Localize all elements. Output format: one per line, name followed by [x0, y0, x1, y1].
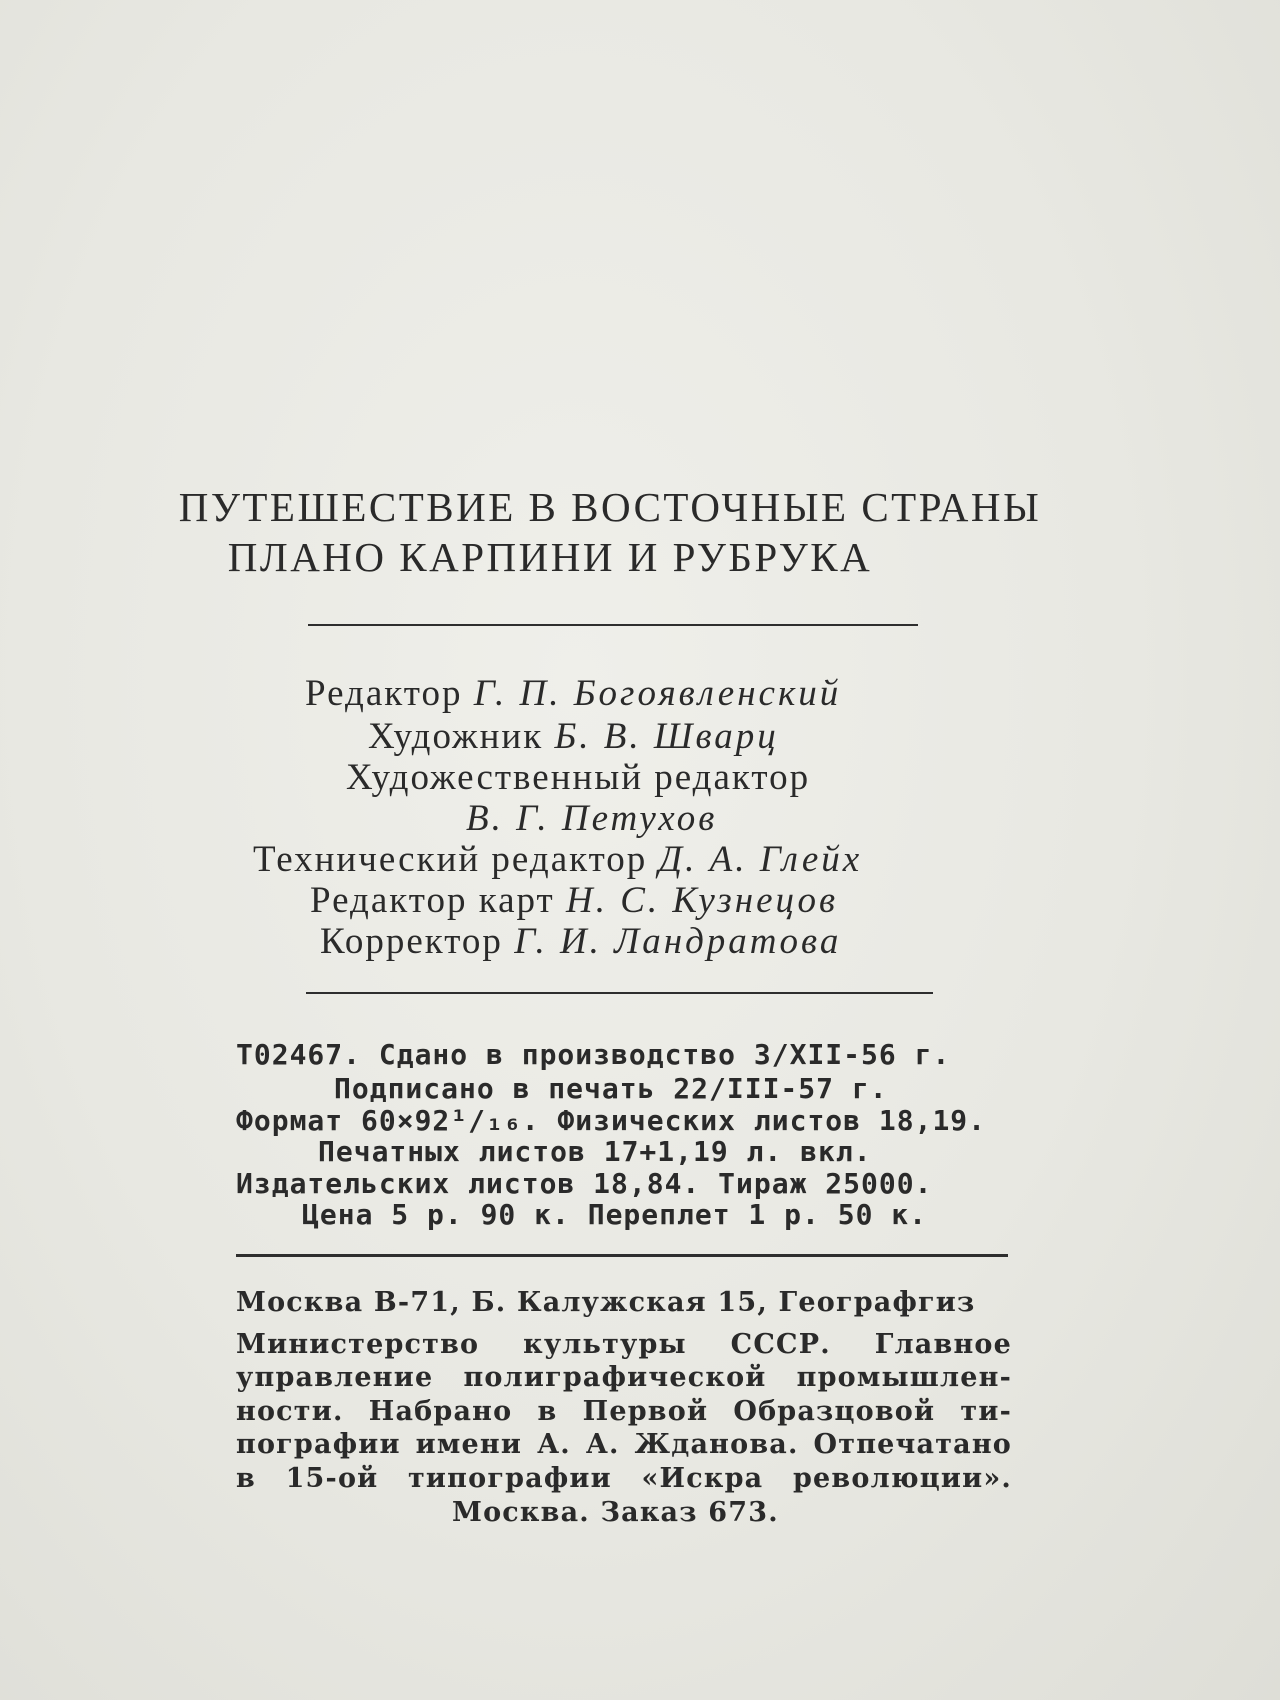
- credit-name: Г. И. Ландратова: [514, 921, 842, 962]
- publisher-line: ности. Набрано в Первой Образцовой ти-: [236, 1396, 1012, 1427]
- imprint-line: Издательских листов 18,84. Тираж 25000.: [236, 1167, 933, 1200]
- imprint-line: Печатных листов 17+1,19 л. вкл.: [318, 1135, 872, 1168]
- publisher-line: пографии имени А. А. Жданова. Отпечатано: [236, 1429, 1012, 1460]
- divider-rule: [236, 1254, 1008, 1257]
- publisher-address: Москва В-71, Б. Калужская 15, Географгиз: [236, 1287, 976, 1318]
- credit-role: Художник: [368, 716, 544, 757]
- publisher-order-line: Москва. Заказ 673.: [452, 1497, 779, 1528]
- credit-role: Художественный редактор: [346, 757, 811, 798]
- credit-name: В. Г. Петухов: [466, 798, 718, 839]
- imprint-line: Подписано в печать 22/III-57 г.: [334, 1072, 888, 1105]
- credit-role: Корректор: [320, 921, 503, 962]
- publisher-line: в 15-ой типографии «Искра революции».: [236, 1463, 1012, 1494]
- imprint-line: Формат 60×92¹/₁₆. Физических листов 18,19.: [236, 1104, 987, 1137]
- imprint-line: Т02467. Сдано в производство 3/XII-56 г.: [236, 1038, 951, 1071]
- book-title-line-1: ПУТЕШЕСТВИЕ В ВОСТОЧНЫЕ СТРАНЫ: [178, 484, 1042, 530]
- credit-line-art-editor: [346, 756, 810, 799]
- divider-rule: [306, 992, 933, 994]
- book-title-line-2: ПЛАНО КАРПИНИ И РУБРУКА: [227, 534, 873, 580]
- credit-line-proofreader: [320, 920, 841, 963]
- credit-line-artist: [368, 715, 779, 758]
- credit-role: Технический редактор: [253, 839, 648, 880]
- credit-role: Редактор карт: [310, 880, 555, 921]
- publisher-line: управление полиграфической промышлен-: [236, 1362, 1012, 1393]
- credit-line-editor: [305, 672, 841, 715]
- publisher-line: Министерство культуры СССР. Главное: [236, 1329, 1012, 1360]
- credit-name: Д. А. Глейх: [658, 839, 863, 880]
- credit-name: Б. В. Шварц: [554, 716, 779, 757]
- credit-role: Редактор: [305, 673, 463, 714]
- imprint-line: Цена 5 р. 90 к. Переплет 1 р. 50 к.: [302, 1198, 928, 1231]
- credit-name: Н. С. Кузнецов: [565, 880, 839, 921]
- credit-line-map-editor: [310, 879, 838, 922]
- divider-rule: [308, 624, 918, 626]
- credit-line-art-editor-name: [466, 797, 717, 840]
- credit-line-technical-editor: [253, 838, 862, 881]
- credit-name: Г. П. Богоявленский: [473, 673, 842, 714]
